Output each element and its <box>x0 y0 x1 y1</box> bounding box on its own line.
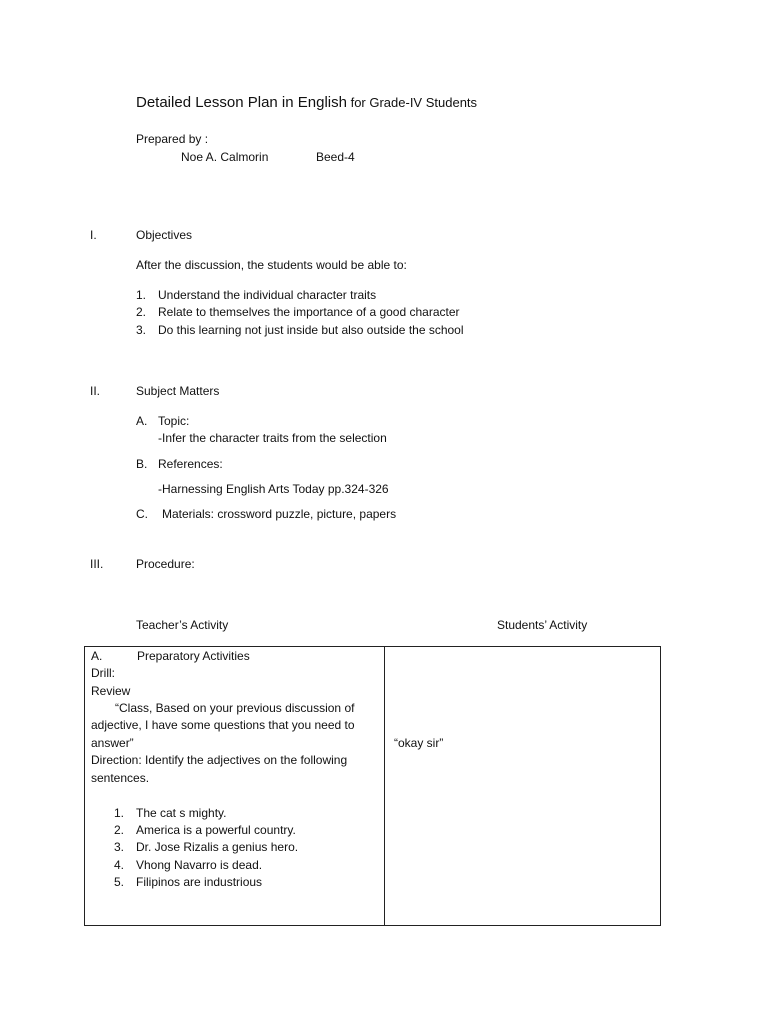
section-title-procedure: Procedure: <box>136 557 195 571</box>
section-number-objectives: I. <box>90 228 97 242</box>
materials-letter: C. <box>136 507 148 521</box>
objectives-intro: After the discussion, the students would be able to: <box>136 258 407 272</box>
objective-number: 2. <box>136 305 147 319</box>
sentence-number: 4. <box>114 858 125 872</box>
objective-number: 3. <box>136 323 147 337</box>
prepared-by-course: Beed-4 <box>316 150 355 164</box>
part-title: Preparatory Activities <box>137 649 250 663</box>
sentence-number: 2. <box>114 823 125 837</box>
student-response: “okay sir” <box>394 736 444 750</box>
quote-line: “Class, Based on your previous discussion of <box>115 701 355 715</box>
prepared-by-name: Noe A. Calmorin <box>181 150 269 164</box>
objective-item: Relate to themselves the importance of a good character <box>158 305 460 319</box>
section-number-subject-matter: II. <box>90 384 101 398</box>
sentence-item: The cat s mighty. <box>136 806 227 820</box>
section-title-subject-matter: Subject Matters <box>136 384 220 398</box>
sentence-number: 5. <box>114 875 125 889</box>
document-title <box>136 94 477 111</box>
topic-label: Topic: <box>158 414 190 428</box>
topic-value: -Infer the character traits from the selection <box>158 431 387 445</box>
objective-number: 1. <box>136 288 147 302</box>
section-title-objectives: Objectives <box>136 228 193 242</box>
teacher-activity-header: Teacher’s Activity <box>136 618 229 632</box>
activity-table <box>84 646 661 926</box>
sentence-number: 3. <box>114 840 125 854</box>
sentence-number: 1. <box>114 806 125 820</box>
direction-line: Direction: Identify the adjectives on the following <box>91 753 348 767</box>
title-sub: for Grade-IV Students <box>346 95 478 110</box>
sentence-item: Dr. Jose Rizalis a genius hero. <box>136 840 299 854</box>
sentence-item: America is a powerful country. <box>136 823 296 837</box>
prepared-by-label: Prepared by : <box>136 132 209 146</box>
objective-item: Understand the individual character traits <box>158 288 377 302</box>
direction-line: sentences. <box>91 771 150 785</box>
quote-line: adjective, I have some questions that you need to <box>91 718 355 732</box>
sentence-item: Filipinos are industrious <box>136 875 263 889</box>
review-label: Review <box>91 684 131 698</box>
materials-text: Materials: crossword puzzle, picture, papers <box>162 507 397 521</box>
title-main: Detailed Lesson Plan in English <box>136 94 347 111</box>
part-letter: A. <box>91 649 103 663</box>
references-label: References: <box>158 457 223 471</box>
quote-line: answer” <box>91 736 134 750</box>
students-activity-header: Students’ Activity <box>497 618 588 632</box>
drill-label: Drill: <box>91 666 115 680</box>
students-activity-cell <box>385 647 661 926</box>
section-number-procedure: III. <box>90 557 104 571</box>
sentence-item: Vhong Navarro is dead. <box>136 858 263 872</box>
references-letter: B. <box>136 457 148 471</box>
objective-item: Do this learning not just inside but also outside the school <box>158 323 464 337</box>
references-value: -Harnessing English Arts Today pp.324-326 <box>158 482 389 496</box>
topic-letter: A. <box>136 414 148 428</box>
teacher-activity-cell <box>85 647 385 926</box>
